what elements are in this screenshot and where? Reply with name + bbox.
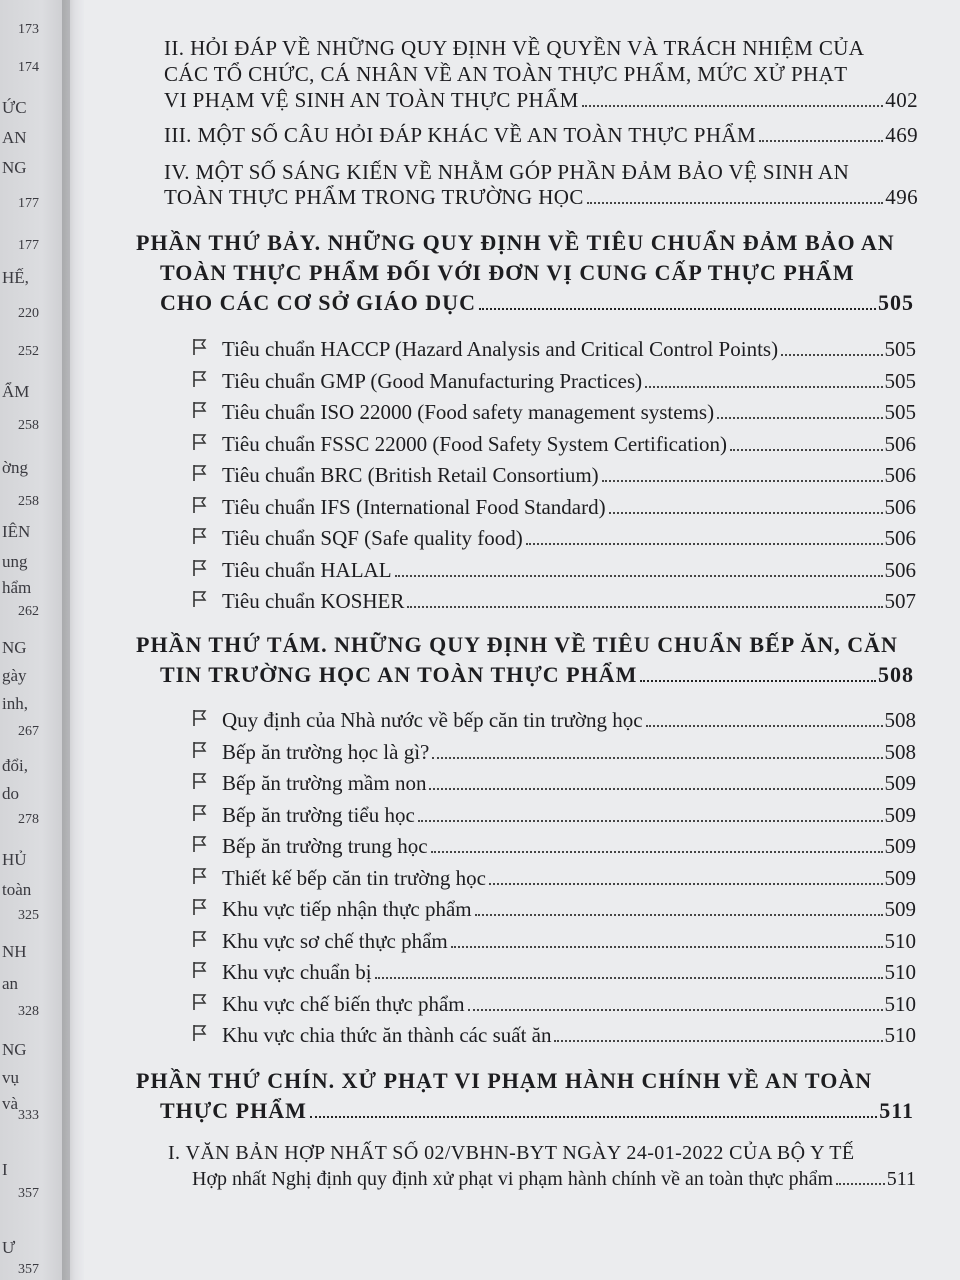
toc-item-label: Khu vực chế biến thực phẩm (222, 991, 465, 1016)
left-page-fragment: hẩm (2, 578, 32, 597)
page-number: 506 (884, 526, 916, 550)
leader-dots (730, 449, 883, 451)
toc-item[interactable] (192, 929, 916, 954)
left-page-fragment: 278 (18, 812, 39, 827)
flag-bullet-icon (192, 433, 222, 451)
leader-dots (609, 512, 883, 514)
page-number: 505 (884, 368, 916, 393)
left-page-fragment: 333 (18, 1108, 39, 1123)
left-page-fragment: 357 (18, 1186, 39, 1201)
left-page-fragment: HỦ (2, 850, 27, 869)
book-gutter (62, 0, 84, 1280)
toc-entry-title: III. MỘT SỐ CÂU HỎI ĐÁP KHÁC VỀ AN TOÀN THỰC PHẨM (164, 123, 757, 147)
page-number: 510 (884, 1023, 916, 1047)
toc-item-label: Thiết kế bếp căn tin trường học (222, 865, 486, 890)
toc-item-label: Tiêu chuẩn BRC (British Retail Consortium) (222, 463, 599, 487)
toc-item-label: Tiêu chuẩn GMP (Good Manufacturing Practices) (222, 368, 643, 393)
toc-item-label: Tiêu chuẩn KOSHER (222, 589, 405, 613)
flag-bullet-icon (192, 804, 222, 822)
part-heading-title: TIN TRƯỜNG HỌC AN TOÀN THỰC PHẨM (160, 662, 638, 687)
leader-dots (432, 757, 882, 759)
flag-bullet-icon (192, 338, 222, 356)
left-page-fragment: 328 (18, 1004, 39, 1019)
part-heading-line: PHẦN THỨ TÁM. NHỮNG QUY ĐỊNH VỀ TIÊU CHUẨN BẾP ĂN, CĂN (136, 632, 898, 657)
left-page-fragment: 325 (18, 908, 39, 923)
left-page-fragment: 177 (18, 238, 39, 253)
toc-item-label: Tiêu chuẩn ISO 22000 (Food safety management systems) (222, 400, 715, 424)
page-number: 505 (884, 400, 916, 424)
toc-item[interactable] (192, 960, 916, 985)
flag-bullet-icon (192, 464, 222, 482)
toc-item-label: Bếp ăn trường mầm non (222, 771, 427, 795)
leader-dots (407, 606, 882, 608)
flag-bullet-icon (192, 590, 222, 608)
toc-item[interactable] (192, 463, 916, 488)
left-page-fragment: ờng (2, 458, 28, 477)
toc-section-line: IV. MỘT SỐ SÁNG KIẾN VỀ NHẰM GÓP PHẦN ĐẢM BẢO VỆ SINH AN (164, 160, 850, 184)
left-page-edge (0, 0, 70, 1280)
toc-item[interactable] (192, 771, 916, 796)
leader-dots (646, 725, 883, 727)
page-number: 510 (884, 928, 916, 953)
flag-bullet-icon (192, 867, 222, 885)
page-number: 509 (884, 897, 916, 921)
leader-dots (645, 386, 882, 388)
left-page-fragment: NH (2, 942, 27, 961)
flag-bullet-icon (192, 709, 222, 727)
page-number: 506 (884, 494, 916, 519)
toc-item-label: Tiêu chuẩn FSSC 22000 (Food Safety System Certification) (222, 431, 727, 456)
leader-dots (640, 680, 876, 682)
toc-item-label: Khu vực tiếp nhận thực phẩm (222, 897, 472, 921)
left-page-fragment: 267 (18, 724, 39, 739)
page-number: 510 (884, 960, 916, 984)
toc-section-line: I. VĂN BẢN HỢP NHẤT SỐ 02/VBHN-BYT NGÀY 24-01-2022 CỦA BỘ Y TẾ (168, 1142, 855, 1164)
left-page-fragment: 262 (18, 604, 39, 619)
leader-dots (479, 308, 876, 310)
toc-item[interactable] (192, 400, 916, 425)
leader-dots (526, 543, 883, 545)
leader-dots (429, 788, 882, 790)
toc-item[interactable] (192, 495, 916, 520)
leader-dots (418, 820, 883, 822)
toc-item-label: Quy định của Nhà nước về bếp căn tin trường học (222, 708, 643, 732)
left-page-fragment: vụ (2, 1068, 19, 1087)
left-page-fragment: toàn (2, 880, 32, 899)
toc-item[interactable] (192, 834, 916, 859)
part-heading-line: PHẦN THỨ BẢY. NHỮNG QUY ĐỊNH VỀ TIÊU CHUẨN ĐẢM BẢO AN (136, 230, 895, 255)
leader-dots (759, 140, 883, 142)
toc-item[interactable] (192, 740, 916, 765)
leader-dots (451, 946, 883, 948)
page-number: 508 (878, 662, 914, 687)
toc-item-label: Tiêu chuẩn HALAL (222, 557, 392, 582)
page-number: 511 (886, 1168, 916, 1190)
leader-dots (781, 354, 882, 356)
flag-bullet-icon (192, 1024, 222, 1042)
left-page-fragment: NG (2, 158, 27, 177)
toc-item[interactable] (192, 558, 916, 583)
toc-item[interactable] (192, 866, 916, 891)
toc-item-label: Bếp ăn trường tiểu học (222, 802, 415, 827)
toc-item[interactable] (192, 897, 916, 922)
toc-item-label: Khu vực chia thức ăn thành các suất ăn (222, 1023, 552, 1047)
left-page-fragment: 173 (18, 22, 39, 37)
toc-item[interactable] (192, 432, 916, 457)
toc-item[interactable] (192, 369, 916, 394)
part-heading-entry[interactable] (160, 662, 914, 688)
flag-bullet-icon (192, 835, 222, 853)
leader-dots (395, 575, 883, 577)
left-page-fragment: ung (2, 552, 28, 571)
toc-entry[interactable] (164, 123, 918, 148)
toc-item[interactable] (192, 992, 916, 1017)
toc-entry[interactable] (192, 1168, 916, 1191)
left-page-fragment: 258 (18, 418, 39, 433)
page-number: 402 (885, 88, 918, 112)
page-number: 509 (884, 771, 916, 795)
left-page-fragment: Ư (2, 1238, 16, 1257)
page-number: 509 (884, 834, 916, 858)
flag-bullet-icon (192, 741, 222, 759)
left-page-fragment: HẾ, (2, 268, 29, 287)
toc-item-label: Bếp ăn trường học là gì? (222, 739, 430, 764)
left-page-fragment: đổi, (2, 756, 28, 775)
toc-item-label: Khu vực chuẩn bị (222, 960, 372, 984)
left-page-fragment: do (2, 784, 19, 803)
leader-dots (310, 1116, 877, 1118)
toc-item[interactable] (192, 803, 916, 828)
leader-dots (582, 105, 884, 107)
left-page-fragment: AN (2, 128, 27, 147)
left-page-fragment: ẨM (2, 382, 30, 401)
toc-item[interactable] (192, 526, 916, 551)
part-heading-line: PHẦN THỨ CHÍN. XỬ PHẠT VI PHẠM HÀNH CHÍNH VỀ AN TOÀN (136, 1068, 873, 1093)
flag-bullet-icon (192, 772, 222, 790)
page-number: 509 (884, 865, 916, 890)
toc-section-line: II. HỎI ĐÁP VỀ NHỮNG QUY ĐỊNH VỀ QUYỀN VÀ TRÁCH NHIỆM CỦA (164, 36, 865, 60)
leader-dots (587, 202, 884, 204)
toc-item-label: Tiêu chuẩn HACCP (Hazard Analysis and Critical Control Points) (222, 337, 779, 361)
page-number: 511 (879, 1098, 914, 1123)
part-heading-title: THỰC PHẨM (160, 1098, 307, 1123)
toc-item-label: Khu vực sơ chế thực phẩm (222, 928, 448, 953)
flag-bullet-icon (192, 930, 222, 948)
toc-item-label: Bếp ăn trường trung học (222, 834, 428, 858)
toc-entry-title: VI PHẠM VỆ SINH AN TOÀN THỰC PHẨM (164, 88, 579, 112)
leader-dots (475, 914, 883, 916)
leader-dots (717, 417, 882, 419)
page-number: 508 (884, 739, 916, 764)
toc-item-label: Tiêu chuẩn SQF (Safe quality food) (222, 526, 523, 550)
leader-dots (489, 883, 883, 885)
toc-entry[interactable] (164, 88, 918, 113)
flag-bullet-icon (192, 496, 222, 514)
leader-dots (375, 977, 883, 979)
flag-bullet-icon (192, 559, 222, 577)
page-number: 505 (884, 337, 916, 361)
toc-item[interactable] (192, 708, 916, 733)
left-page-fragment: IÊN (2, 522, 31, 541)
page-number: 506 (884, 463, 916, 487)
left-page-fragment: 174 (18, 60, 39, 75)
toc-entry-title: Hợp nhất Nghị định quy định xử phạt vi phạm hành chính về an toàn thực phẩm (192, 1168, 834, 1190)
flag-bullet-icon (192, 993, 222, 1011)
page-number: 508 (884, 708, 916, 732)
left-page-fragment: NG (2, 638, 27, 657)
flag-bullet-icon (192, 898, 222, 916)
leader-dots (468, 1009, 883, 1011)
part-heading-line: TOÀN THỰC PHẨM ĐỐI VỚI ĐƠN VỊ CUNG CẤP THỰC PHẨM (160, 260, 855, 285)
left-page-fragment: 252 (18, 344, 39, 359)
toc-entry[interactable] (164, 185, 918, 210)
left-page-fragment: và (2, 1094, 19, 1113)
left-page-fragment: 357 (18, 1262, 39, 1277)
left-page-fragment: inh, (2, 694, 28, 713)
toc-section-line: CÁC TỔ CHỨC, CÁ NHÂN VỀ AN TOÀN THỰC PHẨM, MỨC XỬ PHẠT (164, 62, 848, 86)
part-heading-title: CHO CÁC CƠ SỞ GIÁO DỤC (160, 290, 476, 315)
page-number: 505 (878, 290, 914, 315)
page-number: 469 (885, 123, 918, 147)
page-number: 506 (884, 431, 916, 456)
left-page-fragment: 220 (18, 306, 39, 321)
toc-item[interactable] (192, 337, 916, 362)
page-number: 507 (884, 589, 916, 613)
left-page-fragment: gày (2, 666, 27, 685)
left-page-fragment: I (2, 1160, 8, 1179)
page-number: 509 (884, 802, 916, 827)
page-number: 496 (885, 185, 918, 209)
page-number: 506 (884, 557, 916, 582)
page-number: 510 (884, 991, 916, 1016)
flag-bullet-icon (192, 961, 222, 979)
toc-item-label: Tiêu chuẩn IFS (International Food Standard) (222, 494, 606, 519)
leader-dots (554, 1040, 882, 1042)
leader-dots (602, 480, 883, 482)
leader-dots (836, 1183, 885, 1185)
left-page-fragment: an (2, 974, 19, 993)
left-page-fragment: 258 (18, 494, 39, 509)
flag-bullet-icon (192, 370, 222, 388)
left-page-fragment: NG (2, 1040, 27, 1059)
left-page-fragment: ỨC (2, 98, 27, 117)
left-page-fragment: 177 (18, 196, 39, 211)
part-heading-entry[interactable] (160, 1098, 914, 1124)
toc-item[interactable] (192, 1023, 916, 1048)
toc-entry-title: TOÀN THỰC PHẨM TRONG TRƯỜNG HỌC (164, 185, 584, 209)
leader-dots (431, 851, 883, 853)
part-heading-entry[interactable] (160, 290, 914, 316)
toc-page (84, 0, 960, 1280)
toc-item[interactable] (192, 589, 916, 614)
flag-bullet-icon (192, 527, 222, 545)
flag-bullet-icon (192, 401, 222, 419)
